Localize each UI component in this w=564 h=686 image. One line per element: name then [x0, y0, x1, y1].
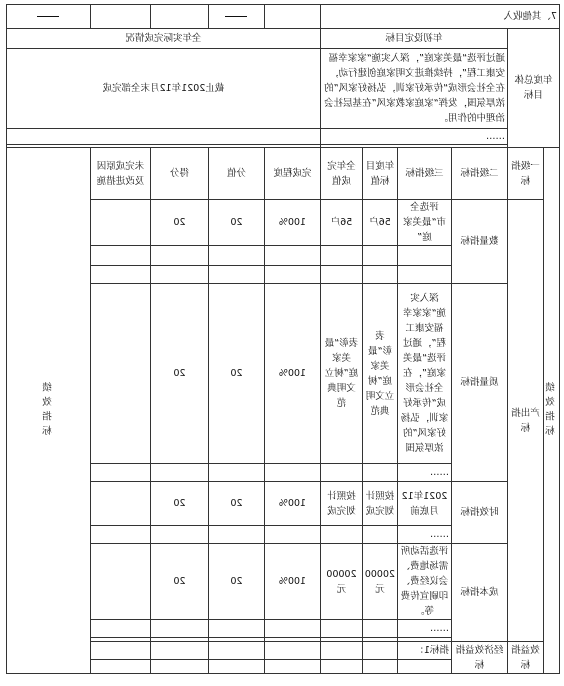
quality-actual: 表彰“最美家庭”树立文明典范	[320, 284, 362, 464]
quantity-rate: 100%	[264, 200, 320, 246]
performance-table	[6, 4, 560, 674]
cost-level2: 成本指标	[452, 544, 508, 642]
goal-ellipsis-blank	[6, 129, 320, 145]
col-level1: 一级指标	[508, 148, 544, 200]
cost-reason	[90, 544, 150, 620]
other-income-cell-2	[208, 5, 264, 29]
overall-goal-label: 年度总体目标	[508, 29, 560, 148]
quantity-weight: 20	[208, 200, 264, 246]
quality-level2: 质量指标	[452, 284, 508, 482]
actual-completion-header: 全年实际完成情况	[6, 29, 320, 49]
economic-blank-k	[208, 660, 264, 674]
quality-blank-e	[150, 464, 208, 482]
quantity-blank-g	[90, 246, 150, 266]
quality-blank-d	[208, 464, 264, 482]
economic-blank-b	[320, 642, 362, 660]
quantity-level2: 数量指标	[452, 200, 508, 284]
quality-blank-a	[363, 464, 398, 482]
quality-level3: 深入实施“家家幸福安康工程”，通过评选“最美家庭”，在全社会形成“传承好家训，弘扬好家风”的浓厚氛围	[398, 284, 452, 464]
quantity-blank-j	[320, 266, 362, 284]
col-weight: 分值	[208, 148, 264, 200]
cost-blank-a	[363, 620, 398, 638]
dash-2	[37, 16, 59, 17]
quantity-blank-h	[398, 266, 452, 284]
timeliness-actual: 按照计划完成	[320, 482, 362, 526]
timeliness-level3: 2021年12月底前	[398, 482, 452, 526]
timeliness-blank-f	[90, 526, 150, 544]
other-income-cell-4	[90, 5, 150, 29]
quantity-blank-a	[398, 246, 452, 266]
quantity-target: 56户	[363, 200, 398, 246]
cost-actual: 20000元	[320, 544, 362, 620]
economic-blank-l	[150, 660, 208, 674]
effect-level1: 效益指标	[508, 642, 544, 674]
timeliness-rate: 100%	[264, 482, 320, 526]
timeliness-target: 按照计划完成	[363, 482, 398, 526]
quantity-blank-n	[90, 266, 150, 284]
dash-1	[225, 16, 247, 17]
quantity-blank-d	[264, 246, 320, 266]
goal-ellipsis: ……	[320, 129, 507, 145]
quantity-blank-k	[264, 266, 320, 284]
cost-level3: 评选活动所需场地费、会议经费、印刷宣传费等。	[398, 544, 452, 620]
cost-rate: 100%	[264, 544, 320, 620]
quality-ellipsis: ……	[398, 464, 452, 482]
quality-weight: 20	[208, 284, 264, 464]
quality-blank-f	[90, 464, 150, 482]
economic-blank-m	[90, 660, 150, 674]
quantity-level3: 评选全市“最美家庭”	[398, 200, 452, 246]
goal-completion: 截止2021年12月末全部完成	[6, 49, 320, 129]
economic-blank-e	[150, 642, 208, 660]
cost-blank-d	[208, 620, 264, 638]
annual-goal-header: 年初设定目标	[320, 29, 507, 49]
economic-level3: 指标1：	[398, 642, 452, 660]
goal-text: 通过评选“最美家庭”，深入实施“家家幸福安康工程”，持续推进文明家庭创建行动，在全社会形成“传承好家训，弘扬好家风”的浓厚氛围，发挥“家庭家教家风”在基层社会治理中的作用。	[320, 49, 507, 129]
col-score: 得分	[150, 148, 208, 200]
quantity-blank-f	[150, 246, 208, 266]
timeliness-blank-e	[150, 526, 208, 544]
quality-reason	[90, 284, 150, 464]
economic-blank-h	[363, 660, 398, 674]
cost-blank-e	[150, 620, 208, 638]
col-level3: 三级指标	[398, 148, 452, 200]
quantity-blank-l	[208, 266, 264, 284]
economic-blank-a	[363, 642, 398, 660]
timeliness-reason	[90, 482, 150, 526]
other-income-label: 7、其他收入	[320, 5, 559, 29]
quantity-score: 20	[150, 200, 208, 246]
economic-blank-i	[320, 660, 362, 674]
economic-blank-d	[208, 642, 264, 660]
col-reason: 未完成原因及改进措施	[90, 148, 150, 200]
quantity-blank-i	[363, 266, 398, 284]
timeliness-ellipsis: ……	[398, 526, 452, 544]
output-level1: 产出指标	[508, 200, 544, 642]
cost-blank-c	[264, 620, 320, 638]
quantity-blank-e	[208, 246, 264, 266]
timeliness-blank-d	[208, 526, 264, 544]
other-income-cell-5	[6, 5, 90, 29]
cost-weight: 20	[208, 544, 264, 620]
cost-blank-f	[90, 620, 150, 638]
performance-group-label: 绩效指标	[544, 148, 560, 674]
other-income-cell-3	[150, 5, 208, 29]
cost-ellipsis: ……	[398, 620, 452, 638]
economic-blank-c	[264, 642, 320, 660]
quality-rate: 100%	[264, 284, 320, 464]
cost-blank-b	[320, 620, 362, 638]
timeliness-blank-a	[363, 526, 398, 544]
economic-blank-j	[264, 660, 320, 674]
quantity-actual: 56户	[320, 200, 362, 246]
quality-blank-b	[320, 464, 362, 482]
quality-score: 20	[150, 284, 208, 464]
other-income-cell-1	[264, 5, 320, 29]
timeliness-level2: 时效指标	[452, 482, 508, 544]
quality-target: 表彰“最美家庭”树立文明典范	[363, 284, 398, 464]
economic-blank-f	[90, 642, 150, 660]
col-completion-rate: 完成程度	[264, 148, 320, 200]
col-annual-target: 年度目标值	[363, 148, 398, 200]
economic-level2: 经济效益指标	[452, 642, 508, 674]
economic-blank-g	[398, 660, 452, 674]
cost-score: 20	[150, 544, 208, 620]
timeliness-score: 20	[150, 482, 208, 526]
timeliness-blank-c	[264, 526, 320, 544]
timeliness-weight: 20	[208, 482, 264, 526]
performance-side-label: 绩效指标	[6, 148, 90, 674]
cost-target: 20000元	[363, 544, 398, 620]
col-level2: 二级指标	[452, 148, 508, 200]
quality-blank-c	[264, 464, 320, 482]
quantity-blank-c	[320, 246, 362, 266]
quantity-blank-b	[363, 246, 398, 266]
timeliness-blank-b	[320, 526, 362, 544]
col-full-year-value: 全年完成值	[320, 148, 362, 200]
quantity-blank-m	[150, 266, 208, 284]
quantity-reason	[90, 200, 150, 246]
